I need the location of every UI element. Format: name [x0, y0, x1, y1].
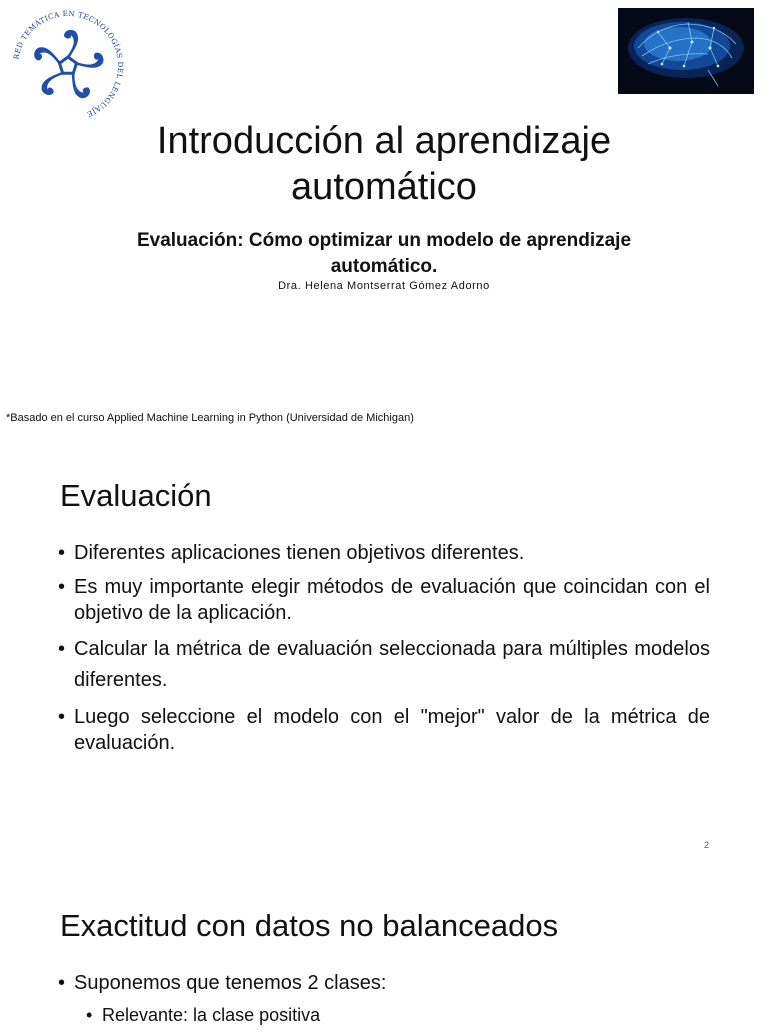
brain-circuit-image — [618, 8, 754, 94]
slide-heading: Exactitud con datos no balanceados — [60, 908, 559, 943]
imbalanced-accuracy-slide — [0, 890, 768, 1024]
slide-heading: Evaluación — [60, 478, 212, 513]
bullet-item: • Diferentes aplicaciones tienen objetivos diferentes. — [58, 540, 710, 566]
evaluation-slide — [0, 462, 768, 862]
red-tematica-logo — [6, 4, 130, 128]
slide-title — [0, 118, 768, 210]
slide-title-line2: automático — [291, 166, 477, 208]
sub-bullet-item: • Relevante: la clase positiva — [86, 1004, 710, 1026]
bullet-list — [58, 970, 710, 1034]
page-number: 2 — [704, 840, 710, 850]
slide-title-line1: Introducción al aprendizaje — [156, 120, 612, 162]
bullet-list — [58, 540, 710, 764]
bullet-item: • Suponemos que tenemos 2 clases: — [58, 970, 710, 996]
slide-subtitle-line1: Evaluación: Cómo optimizar un modelo de aprendizaje — [136, 230, 632, 251]
svg-text:RED TEMÁTICA EN TECNOLOGÍAS DE: RED TEMÁTICA EN TECNOLOGÍAS DEL LENGUAJE — [11, 8, 126, 119]
slide-subtitle-line2: automático. — [330, 256, 438, 277]
bullet-item: • Luego seleccione el modelo con el "mejor" valor de la métrica de evaluación. — [58, 704, 710, 756]
author-name: Dra. Helena Montserrat Gómez Adorno — [278, 280, 490, 292]
bullet-item: • Calcular la métrica de evaluación seleccionada para múltiples modelos diferentes. — [58, 634, 710, 696]
slide-subtitle — [110, 228, 658, 280]
bullet-item: • Es muy importante elegir métodos de evaluación que coincidan con el objetivo de la aplicación. — [58, 574, 710, 626]
title-slide — [0, 0, 768, 440]
footnote: *Basado en el curso Applied Machine Learning in Python (Universidad de Michigan) — [6, 412, 414, 424]
